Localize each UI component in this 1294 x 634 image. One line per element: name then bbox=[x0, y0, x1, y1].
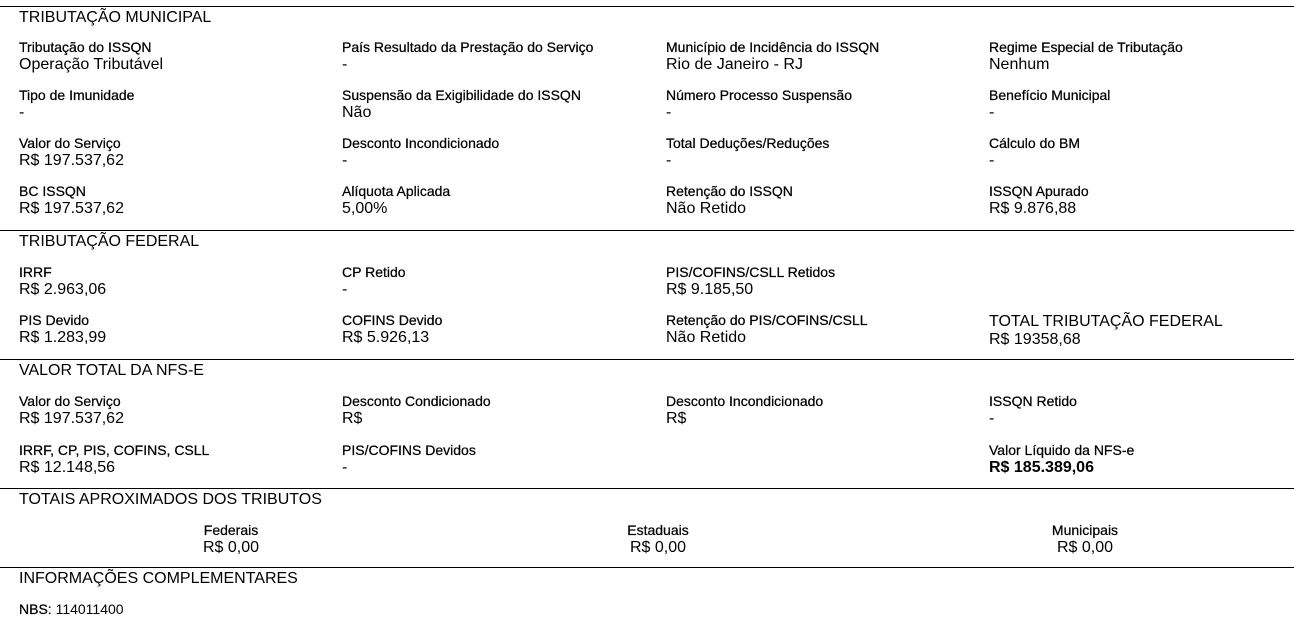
field-label: Número Processo Suspensão bbox=[666, 87, 852, 103]
field-value: R$ 0,00 bbox=[629, 539, 687, 556]
field-label: IRRF bbox=[19, 264, 52, 280]
field-value: 5,00% bbox=[342, 200, 388, 217]
field-value: - bbox=[666, 104, 672, 121]
field-value: R$ 19358,68 bbox=[989, 331, 1081, 348]
field-label: Regime Especial de Tributação bbox=[989, 39, 1183, 55]
field-value: - bbox=[342, 281, 348, 298]
field-label: Municipais bbox=[1051, 522, 1119, 538]
field-label: Valor Líquido da NFS-e bbox=[989, 442, 1135, 458]
field-label: Suspensão da Exigibilidade do ISSQN bbox=[342, 87, 581, 103]
field-suspensao-exigibilidade bbox=[342, 87, 662, 122]
section-header-valor-total: VALOR TOTAL DA NFS-E bbox=[0, 359, 1294, 381]
field-label: Tipo de Imunidade bbox=[19, 87, 135, 103]
field-label: Retenção do PIS/COFINS/CSLL bbox=[666, 312, 868, 328]
field-label: Estaduais bbox=[627, 522, 689, 538]
field-label: Município de Incidência do ISSQN bbox=[666, 39, 880, 55]
field-label: Benefício Municipal bbox=[989, 87, 1111, 103]
field-value: R$ 12.148,56 bbox=[19, 459, 116, 476]
aprox-municipais bbox=[985, 522, 1185, 557]
field-label: ISSQN Apurado bbox=[989, 183, 1089, 199]
field-value: Não Retido bbox=[666, 200, 747, 217]
field-label: IRRF, CP, PIS, COFINS, CSLL bbox=[19, 442, 210, 458]
section-header-federal: TRIBUTAÇÃO FEDERAL bbox=[0, 230, 1294, 252]
field-total-deducoes bbox=[666, 135, 986, 170]
field-label: Cálculo do BM bbox=[989, 135, 1081, 151]
field-label: Desconto Incondicionado bbox=[666, 393, 824, 409]
field-value: R$ 185.389,06 bbox=[989, 459, 1094, 476]
field-issqn-apurado bbox=[989, 183, 1294, 218]
field-valor-servico bbox=[19, 135, 339, 170]
field-total-tributacao-federal bbox=[989, 313, 1294, 349]
field-desconto-incondicionado-total bbox=[666, 393, 986, 428]
field-value: R$ 9.185,50 bbox=[666, 281, 754, 298]
field-aliquota-aplicada bbox=[342, 183, 662, 218]
aprox-federais bbox=[131, 522, 331, 557]
field-value: R$ 197.537,62 bbox=[19, 152, 124, 169]
field-desconto-incondicionado bbox=[342, 135, 662, 170]
field-municipio-incidencia bbox=[666, 39, 986, 74]
nbs-value: 114011400 bbox=[55, 601, 124, 617]
field-value: R$ 0,00 bbox=[1056, 539, 1114, 556]
section-header-municipal: TRIBUTAÇÃO MUNICIPAL bbox=[0, 6, 1294, 28]
field-value: R$ 197.537,62 bbox=[19, 410, 124, 427]
field-value: - bbox=[989, 410, 995, 427]
field-value: R$ bbox=[666, 410, 687, 427]
field-value: R$ 0,00 bbox=[202, 539, 260, 556]
field-retencao-pis-cofins-csll bbox=[666, 312, 986, 347]
field-pis-cofins-devidos bbox=[342, 442, 662, 477]
field-value: - bbox=[989, 104, 995, 121]
field-value: R$ 197.537,62 bbox=[19, 200, 124, 217]
field-value: R$ 1.283,99 bbox=[19, 329, 107, 346]
field-bc-issqn bbox=[19, 183, 339, 218]
field-retencoes-federais bbox=[19, 442, 339, 477]
field-value: Nenhum bbox=[989, 56, 1050, 73]
field-label: Alíquota Aplicada bbox=[342, 183, 451, 199]
field-retencao-issqn bbox=[666, 183, 986, 218]
section-header-totais-aproximados: TOTAIS APROXIMADOS DOS TRIBUTOS bbox=[0, 488, 1294, 510]
field-pis-cofins-csll-retidos bbox=[666, 264, 986, 299]
field-label: ISSQN Retido bbox=[989, 393, 1077, 409]
field-regime-especial bbox=[989, 39, 1294, 74]
field-valor-liquido bbox=[989, 442, 1294, 477]
field-cp-retido bbox=[342, 264, 662, 299]
field-label: CP Retido bbox=[342, 264, 406, 280]
field-valor-servico-total bbox=[19, 393, 339, 428]
field-value: - bbox=[666, 152, 672, 169]
field-label: Tributação do ISSQN bbox=[19, 39, 152, 55]
field-label: Total Deduções/Reduções bbox=[666, 135, 830, 151]
field-value: R$ bbox=[342, 410, 363, 427]
field-value: Rio de Janeiro - RJ bbox=[666, 56, 803, 73]
nbs-line bbox=[19, 600, 124, 618]
field-label: Valor do Serviço bbox=[19, 135, 121, 151]
field-label: Desconto Condicionado bbox=[342, 393, 491, 409]
field-value: - bbox=[342, 56, 348, 73]
field-pais-resultado bbox=[342, 39, 662, 74]
field-value: Operação Tributável bbox=[19, 56, 164, 73]
field-label: Valor do Serviço bbox=[19, 393, 121, 409]
field-label: COFINS Devido bbox=[342, 312, 443, 328]
section-header-informacoes-complementares: INFORMAÇÕES COMPLEMENTARES bbox=[0, 567, 1294, 589]
field-value: - bbox=[342, 459, 348, 476]
field-cofins-devido bbox=[342, 312, 662, 347]
field-value: R$ 2.963,06 bbox=[19, 281, 107, 298]
field-beneficio-municipal bbox=[989, 87, 1294, 122]
field-calculo-bm bbox=[989, 135, 1294, 170]
nbs-key: NBS: bbox=[19, 601, 52, 617]
field-label: PIS/COFINS Devidos bbox=[342, 442, 476, 458]
field-irrf bbox=[19, 264, 339, 299]
field-label: Desconto Incondicionado bbox=[342, 135, 500, 151]
field-pis-devido bbox=[19, 312, 339, 347]
field-label: TOTAL TRIBUTAÇÃO FEDERAL bbox=[989, 313, 1223, 330]
field-value: R$ 5.926,13 bbox=[342, 329, 430, 346]
field-numero-processo bbox=[666, 87, 986, 122]
field-label: País Resultado da Prestação do Serviço bbox=[342, 39, 594, 55]
field-value: - bbox=[989, 152, 995, 169]
field-value: Não bbox=[342, 104, 372, 121]
field-label: PIS/COFINS/CSLL Retidos bbox=[666, 264, 836, 280]
field-issqn-retido bbox=[989, 393, 1294, 428]
field-tributacao-issqn bbox=[19, 39, 339, 74]
field-desconto-condicionado bbox=[342, 393, 662, 428]
field-tipo-imunidade bbox=[19, 87, 339, 122]
field-value: Não Retido bbox=[666, 329, 747, 346]
field-value: - bbox=[342, 152, 348, 169]
field-label: Federais bbox=[203, 522, 259, 538]
field-label: Retenção do ISSQN bbox=[666, 183, 793, 199]
aprox-estaduais bbox=[558, 522, 758, 557]
field-label: PIS Devido bbox=[19, 312, 90, 328]
field-label: BC ISSQN bbox=[19, 183, 86, 199]
field-value: R$ 9.876,88 bbox=[989, 200, 1077, 217]
field-value: - bbox=[19, 104, 25, 121]
